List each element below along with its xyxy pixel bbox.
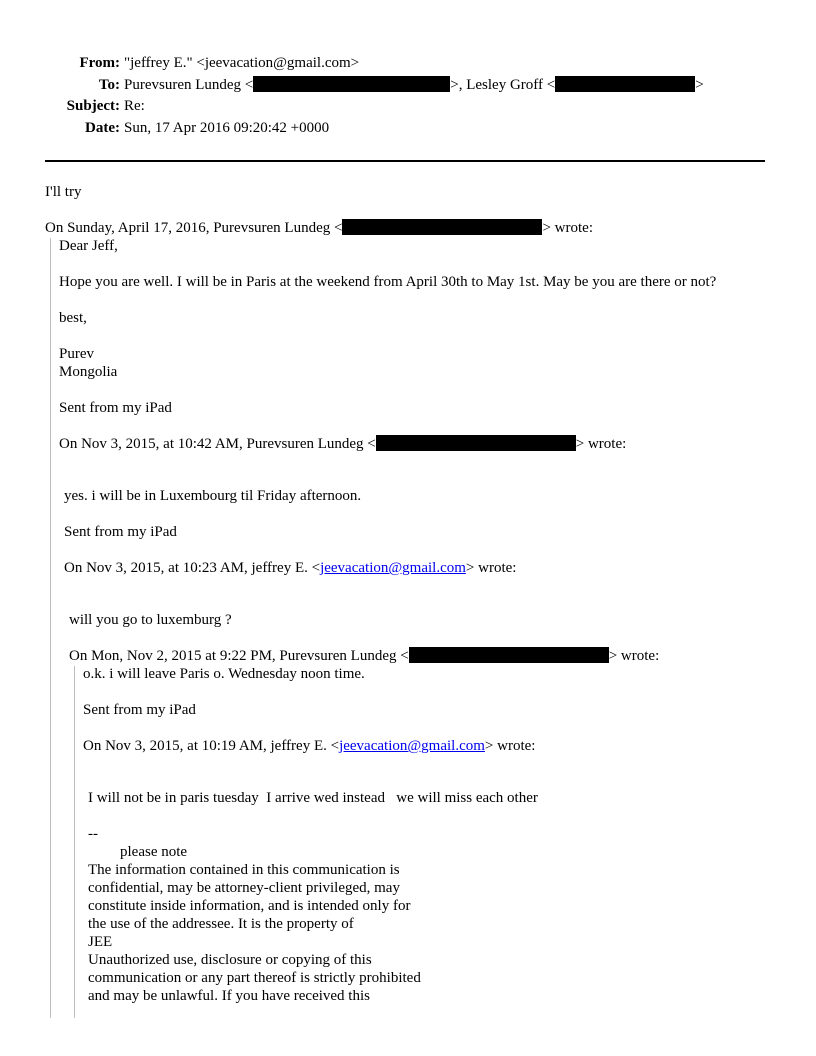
redaction-box [253,76,450,92]
sender-country: Mongolia [59,364,118,380]
reply-text: I'll try [45,184,82,200]
message-text: o.k. i will leave Paris o. Wednesday noon time. [83,666,365,682]
message-text: yes. i will be in Luxembourg til Friday afternoon. [64,488,362,504]
to-recipient-1: Purevsuren Lundeg < [124,76,254,93]
sender-name: Purev [59,346,94,362]
quote-intro-text: On Sunday, April 17, 2016, Purevsuren Lundeg < [45,220,343,236]
from-label: From: [79,55,120,71]
disclaimer-line: and may be unlawful. If you have received this [88,988,370,1004]
quote-intro-text: On Mon, Nov 2, 2015 at 9:22 PM, Purevsuren Lundeg < [69,648,409,664]
email-header [0,54,816,140]
quote-intro-5 [83,737,535,755]
quote-intro-3 [64,559,516,577]
wrote-text: > wrote: [608,648,660,664]
from-value: "jeffrey E." <jeevacation@gmail.com> [124,55,360,71]
date-label: Date: [85,119,120,136]
sent-from: Sent from my iPad [64,524,177,540]
signature-dash: -- [88,826,98,842]
quote-intro-text: On Nov 3, 2015, at 10:23 AM, jeffrey E. < [64,560,321,576]
disclaimer-line: JEE [88,934,113,950]
message-text: Hope you are well. I will be in Paris at the weekend from April 30th to May 1st. May be you are there or not? [59,274,717,290]
disclaimer-line: The information contained in this communication is [88,862,400,878]
redaction-box [342,219,542,235]
subject-row [0,97,816,119]
quote-intro-4 [69,647,659,665]
email-link[interactable]: jeevacation@gmail.com [320,560,466,576]
disclaimer-line: confidential, may be attorney-client privileged, may [88,880,400,896]
redaction-box [555,76,695,92]
quote-intro-1 [45,219,593,237]
date-row [0,119,816,141]
sent-from: Sent from my iPad [59,400,172,416]
quote-bar-1 [50,238,51,1018]
email-link[interactable]: jeevacation@gmail.com [339,738,485,754]
disclaimer [88,861,421,1005]
message-text: I will not be in paris tuesday I arrive wed instead we will miss each other [88,790,538,806]
wrote-text: > wrote: [575,436,627,452]
wrote-text: > wrote: [484,738,536,754]
to-separator: >, Lesley Groff < [450,76,556,93]
quote-intro-text: On Nov 3, 2015, at 10:19 AM, jeffrey E. < [83,738,340,754]
to-value [124,76,704,94]
signature-note: please note [120,844,188,860]
date-value: Sun, 17 Apr 2016 09:20:42 +0000 [124,119,330,136]
greeting: Dear Jeff, [59,238,118,254]
from-row [0,54,816,76]
quote-intro-text: On Nov 3, 2015, at 10:42 AM, Purevsuren Lundeg < [59,436,376,452]
to-row [0,76,816,98]
to-end: > [695,76,704,93]
disclaimer-line: communication or any part thereof is strictly prohibited [88,970,421,986]
quote-intro-2 [59,435,626,453]
message-text: will you go to luxemburg ? [69,612,232,628]
disclaimer-line: Unauthorized use, disclosure or copying of this [88,952,372,968]
disclaimer-line: constitute inside information, and is intended only for [88,898,411,914]
redaction-box [409,647,609,663]
quote-bar-2 [74,666,75,1018]
disclaimer-line: the use of the addressee. It is the property of [88,916,354,932]
subject-label: Subject: [66,98,120,114]
closing: best, [59,310,87,326]
subject-value: Re: [124,98,145,114]
wrote-text: > wrote: [542,220,593,236]
wrote-text: > wrote: [465,560,517,576]
header-divider [45,160,765,162]
redaction-box [376,435,576,451]
to-label: To: [98,76,120,93]
sent-from: Sent from my iPad [83,702,196,718]
